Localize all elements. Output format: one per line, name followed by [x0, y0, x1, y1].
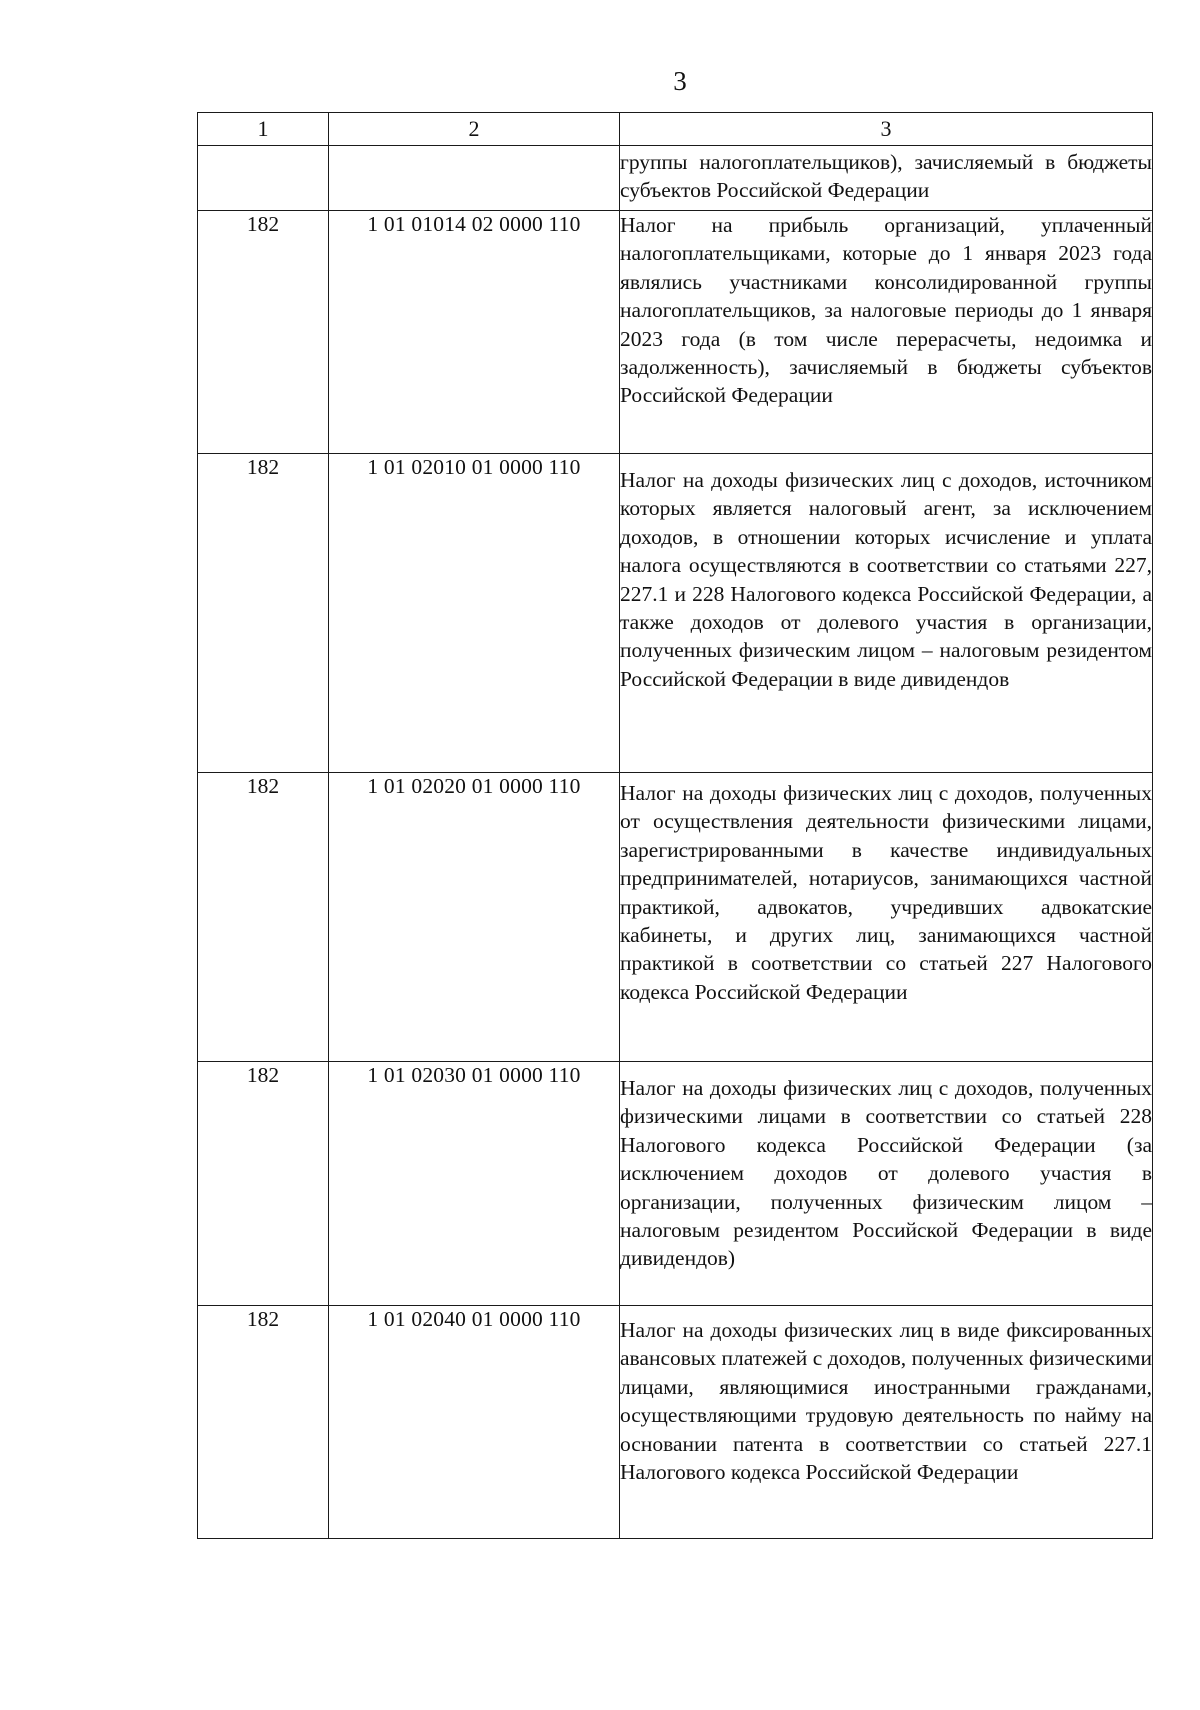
column-header-1: 1 [198, 113, 329, 146]
budget-code-cell: 1 01 02020 01 0000 110 [329, 773, 620, 1062]
table-row [198, 1306, 1153, 1539]
table-header-row [198, 113, 1153, 146]
admin-code-cell: 182 [198, 454, 329, 773]
budget-code-cell: 1 01 02010 01 0000 110 [329, 454, 620, 773]
table-row [198, 1062, 1153, 1306]
admin-code-cell: 182 [198, 1306, 329, 1539]
table-row [198, 454, 1153, 773]
column-header-2: 2 [329, 113, 620, 146]
revenue-codes-table [197, 112, 1153, 1539]
admin-code-cell: 182 [198, 1062, 329, 1306]
budget-code-cell: 1 01 01014 02 0000 110 [329, 211, 620, 454]
table-row [198, 773, 1153, 1062]
revenue-name-cell [620, 146, 1153, 211]
revenue-name-cell [620, 1306, 1153, 1539]
revenue-name-text: группы налогоплательщиков), зачисляемый в бюджеты субъектов Российской Федерации [620, 150, 1152, 202]
revenue-name-text: Налог на доходы физических лиц с доходов, полученных физическими лицами в соответствии со статьей 228 Налогового кодекса Российской Федерации (за исключением доходов от долевого участия в организации, полученных физическим лицом – налоговым резидентом Российской Федерации в виде дивидендов) [620, 1076, 1152, 1271]
admin-code-cell: 182 [198, 773, 329, 1062]
revenue-name-cell [620, 1062, 1153, 1306]
table-row [198, 146, 1153, 211]
revenue-name-text: Налог на прибыль организаций, уплаченный налогоплательщиками, которые до 1 января 2023 года являлись участниками консолидированной группы налогоплательщиков, за налоговые периоды до 1 января 2023 года (в том числе перерасчеты, недоимка и задолженность), зачисляемый в бюджеты субъектов Российской Федерации [620, 213, 1152, 408]
revenue-name-text: Налог на доходы физических лиц в виде фиксированных авансовых платежей с доходов, полученных физическими лицами, являющимися иностранными гражданами, осуществляющими трудовую деятельность по найму на основании патента в соответствии со статьей 227.1 Налогового кодекса Российской Федерации [620, 1318, 1152, 1485]
budget-code-cell [329, 146, 620, 211]
revenue-name-cell [620, 773, 1153, 1062]
page-number: 3 [673, 66, 687, 96]
admin-code-cell: 182 [198, 211, 329, 454]
budget-code-cell: 1 01 02040 01 0000 110 [329, 1306, 620, 1539]
table-row [198, 211, 1153, 454]
revenue-name-text: Налог на доходы физических лиц с доходов, полученных от осуществления деятельности физическими лицами, зарегистрированными в качестве индивидуальных предпринимателей, нотариусов, занимающихся частной практикой, адвокатов, учредивших адвокатские кабинеты, и других лиц, занимающихся частной практикой в соответствии со статьей 227 Налогового кодекса Российской Федерации [620, 781, 1152, 1004]
revenue-name-cell [620, 211, 1153, 454]
column-header-3: 3 [620, 113, 1153, 146]
admin-code-cell [198, 146, 329, 211]
revenue-name-text: Налог на доходы физических лиц с доходов, источником которых является налоговый агент, за исключением доходов, в отношении которых исчисление и уплата налога осуществляются в соответствии со статьями 227, 227.1 и 228 Налогового кодекса Российской Федерации, а также доходов от долевого участия в организации, полученных физическим лицом – налоговым резидентом Российской Федерации в виде дивидендов [620, 468, 1152, 691]
budget-code-cell: 1 01 02030 01 0000 110 [329, 1062, 620, 1306]
revenue-name-cell [620, 454, 1153, 773]
